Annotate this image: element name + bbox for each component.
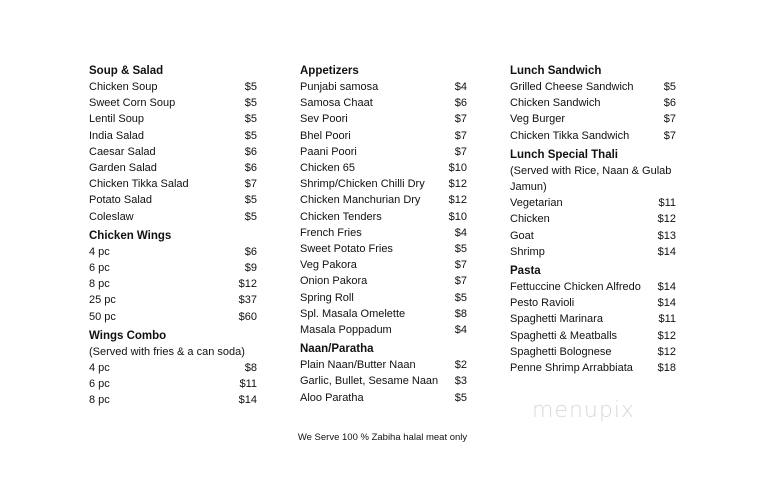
menu-item-price: $6 bbox=[244, 162, 257, 175]
menu-item bbox=[300, 79, 467, 95]
menu-item-price: $5 bbox=[244, 194, 257, 207]
menu-item-name: Veg Pakora bbox=[300, 259, 357, 272]
menu-item-name: Samosa Chaat bbox=[300, 97, 373, 110]
menu-item-price: $5 bbox=[244, 81, 257, 93]
menu-item-price: $4 bbox=[454, 81, 467, 93]
menu-item-price: $12 bbox=[657, 345, 676, 358]
menu-item bbox=[510, 95, 676, 111]
menu-item-name: 6 pc bbox=[89, 378, 110, 391]
menu-item-name: Chicken Tikka Sandwich bbox=[510, 129, 630, 142]
menu-item-name: Chicken Soup bbox=[89, 81, 158, 93]
menu-item-name: Chicken bbox=[510, 213, 550, 226]
menu-item-price: $7 bbox=[454, 113, 467, 126]
menu-item bbox=[300, 390, 467, 406]
menu-item-name: Bhel Poori bbox=[300, 129, 351, 142]
menu-item-price: $6 bbox=[244, 245, 257, 258]
menu-item bbox=[300, 176, 467, 192]
menu-item-price: $8 bbox=[244, 362, 257, 375]
menu-item bbox=[300, 322, 467, 338]
menu-item bbox=[89, 128, 257, 144]
menu-column-1 bbox=[89, 60, 257, 409]
menu-item bbox=[510, 279, 676, 295]
menu-item bbox=[89, 209, 257, 225]
menu-item-name: Pesto Ravioli bbox=[510, 297, 575, 310]
menu-item-name: Caesar Salad bbox=[89, 145, 156, 158]
menu-item bbox=[510, 128, 676, 144]
menu-item bbox=[510, 195, 676, 211]
menu-item-name: Chicken Tikka Salad bbox=[89, 178, 189, 191]
menu-item-price: $7 bbox=[454, 259, 467, 272]
menu-item-price: $5 bbox=[454, 391, 467, 404]
menu-item-name: Chicken Tenders bbox=[300, 210, 382, 223]
menu-item-name: Punjabi samosa bbox=[300, 81, 379, 93]
menu-item-price: $37 bbox=[238, 294, 257, 307]
menu-item bbox=[300, 225, 467, 241]
menu-item-name: 4 pc bbox=[89, 245, 110, 258]
menu-item-name: 6 pc bbox=[89, 262, 110, 275]
menu-item-price: $12 bbox=[657, 329, 676, 342]
menu-item-name: French Fries bbox=[300, 226, 362, 239]
menu-item-price: $14 bbox=[657, 297, 676, 310]
menu-item-name: Chicken Manchurian Dry bbox=[300, 194, 421, 207]
section-heading: Wings Combo bbox=[89, 329, 167, 342]
menu-item-price: $7 bbox=[454, 275, 467, 288]
menu-item-price: $11 bbox=[658, 313, 676, 326]
section-heading: Lunch Sandwich bbox=[510, 65, 602, 77]
menu-item-price: $11 bbox=[658, 197, 676, 210]
menu-item bbox=[89, 309, 257, 325]
menu-item-price: $12 bbox=[448, 178, 467, 191]
menu-item-name: Goat bbox=[510, 229, 534, 242]
menu-item-price: $7 bbox=[244, 178, 257, 191]
menu-item bbox=[300, 111, 467, 127]
menu-item bbox=[510, 344, 676, 360]
menu-item bbox=[300, 192, 467, 208]
menu-item-name: India Salad bbox=[89, 129, 145, 142]
menu-item-price: $5 bbox=[244, 113, 257, 126]
menu-item bbox=[89, 392, 257, 408]
menu-item-name: Penne Shrimp Arrabbiata bbox=[510, 362, 633, 375]
menu-item bbox=[510, 311, 676, 327]
section-heading: Lunch Special Thali bbox=[510, 148, 618, 161]
menu-item-price: $2 bbox=[454, 359, 467, 372]
menu-item-price: $8 bbox=[454, 307, 467, 320]
menu-item bbox=[300, 160, 467, 176]
menu-item bbox=[89, 292, 257, 308]
menu-item bbox=[89, 192, 257, 208]
menu-item-price: $4 bbox=[454, 226, 467, 239]
menu-item-name: Paani Poori bbox=[300, 145, 357, 158]
menu-item bbox=[510, 111, 676, 127]
menu-item-price: $7 bbox=[663, 113, 676, 126]
menu-item-name: 8 pc bbox=[89, 278, 110, 291]
menu-item-name: Fettuccine Chicken Alfredo bbox=[510, 281, 641, 294]
halal-note: We Serve 100 % Zabiha halal meat only bbox=[297, 432, 468, 443]
menu-item-name: Chicken Sandwich bbox=[510, 97, 601, 110]
section-heading: Naan/Paratha bbox=[300, 343, 374, 356]
menu-item-price: $5 bbox=[244, 129, 257, 142]
menu-item-price: $5 bbox=[244, 97, 257, 110]
menu-item-price: $14 bbox=[657, 245, 676, 258]
menu-item bbox=[300, 209, 467, 225]
menu-item-price: $7 bbox=[663, 129, 676, 142]
section-note: (Served with Rice, Naan & Gulab Jamun) bbox=[510, 164, 672, 194]
menu-item-price: $6 bbox=[454, 97, 467, 110]
menu-item-name: Masala Poppadum bbox=[300, 324, 392, 337]
menu-item-name: Potato Salad bbox=[89, 194, 152, 207]
menu-item bbox=[300, 373, 467, 389]
menu-item-name: Grilled Cheese Sandwich bbox=[510, 81, 634, 93]
menu-item-name: Garlic, Bullet, Sesame Naan bbox=[300, 375, 439, 388]
menu-item bbox=[300, 290, 467, 306]
section-heading: Soup & Salad bbox=[89, 65, 164, 77]
menupix-watermark: menupix bbox=[532, 398, 635, 423]
menu-item-name: Sev Poori bbox=[300, 113, 348, 126]
menu-item bbox=[300, 357, 467, 373]
menu-item-price: $5 bbox=[454, 243, 467, 256]
menu-item bbox=[510, 360, 676, 376]
menu-item-price: $10 bbox=[448, 210, 467, 223]
menu-item-name: Lentil Soup bbox=[89, 113, 145, 126]
menu-item-name: Spl. Masala Omelette bbox=[300, 307, 406, 320]
menu-item bbox=[300, 144, 467, 160]
menu-item bbox=[510, 228, 676, 244]
menu-item bbox=[510, 328, 676, 344]
menu-item bbox=[300, 95, 467, 111]
section-heading: Appetizers bbox=[300, 65, 359, 77]
menu-item-price: $12 bbox=[238, 278, 257, 291]
menu-item bbox=[89, 111, 257, 127]
menu-item-name: Onion Pakora bbox=[300, 275, 368, 288]
menu-item bbox=[300, 241, 467, 257]
menu-item-name: Veg Burger bbox=[510, 113, 566, 126]
menu-item-name: Spaghetti Bolognese bbox=[510, 345, 612, 358]
menu-column-3 bbox=[510, 60, 676, 376]
menu-item-price: $6 bbox=[663, 97, 676, 110]
menu-item-price: $12 bbox=[448, 194, 467, 207]
menu-item-price: $60 bbox=[238, 310, 257, 323]
menu-item-price: $4 bbox=[454, 324, 467, 337]
menu-item-name: Garden Salad bbox=[89, 162, 157, 175]
menu-item-price: $5 bbox=[663, 81, 676, 93]
menu-item-name: Vegetarian bbox=[510, 197, 563, 210]
menu-item-name: Spring Roll bbox=[300, 291, 354, 304]
menu-item-price: $18 bbox=[657, 362, 676, 375]
menu-item-price: $5 bbox=[454, 291, 467, 304]
menu-item-name: Shrimp/Chicken Chilli Dry bbox=[300, 178, 425, 191]
section-note: (Served with fries & a can soda) bbox=[89, 345, 245, 358]
menu-item bbox=[89, 360, 257, 376]
menu-item-name: 25 pc bbox=[89, 294, 116, 307]
menu-item bbox=[300, 273, 467, 289]
menu-item-name: Aloo Paratha bbox=[300, 391, 364, 404]
menu-item-name: Spaghetti & Meatballs bbox=[510, 329, 618, 342]
menu-item bbox=[510, 244, 676, 260]
menu-item bbox=[89, 176, 257, 192]
menu-item-name: 50 pc bbox=[89, 310, 116, 323]
menu-item-price: $6 bbox=[244, 145, 257, 158]
menu-item-price: $7 bbox=[454, 129, 467, 142]
menu-item-name: Shrimp bbox=[510, 245, 545, 258]
menu-item-price: $12 bbox=[657, 213, 676, 226]
menu-item bbox=[89, 276, 257, 292]
menu-item bbox=[89, 95, 257, 111]
menu-item-name: Chicken 65 bbox=[300, 162, 356, 175]
menu-item bbox=[89, 260, 257, 276]
menu-item-price: $10 bbox=[448, 162, 467, 175]
menu-item bbox=[89, 244, 257, 260]
menu-item bbox=[300, 306, 467, 322]
menu-item bbox=[89, 79, 257, 95]
menu-item-price: $9 bbox=[244, 262, 257, 275]
menu-item-price: $14 bbox=[238, 394, 257, 407]
menu-item-price: $7 bbox=[454, 145, 467, 158]
menu-item bbox=[89, 160, 257, 176]
menu-item bbox=[510, 79, 676, 95]
menu-item bbox=[89, 376, 257, 392]
menu-item-price: $3 bbox=[454, 375, 467, 388]
section-heading: Chicken Wings bbox=[89, 229, 172, 242]
menu-item bbox=[510, 211, 676, 227]
menu-item-name: Spaghetti Marinara bbox=[510, 313, 603, 326]
menu-item-price: $13 bbox=[657, 229, 676, 242]
menu-item-name: 8 pc bbox=[89, 394, 110, 407]
menu-item bbox=[89, 144, 257, 160]
menu-item-price: $14 bbox=[657, 281, 676, 294]
menu-item-price: $11 bbox=[239, 378, 257, 391]
menu-column-2 bbox=[300, 60, 467, 406]
menu-item-name: Coleslaw bbox=[89, 210, 134, 223]
menu-item-name: Sweet Corn Soup bbox=[89, 97, 176, 110]
menu-item-name: Sweet Potato Fries bbox=[300, 243, 393, 256]
menu-item bbox=[510, 295, 676, 311]
menu-item-name: 4 pc bbox=[89, 362, 110, 375]
section-heading: Pasta bbox=[510, 265, 541, 278]
menu-item-price: $5 bbox=[244, 210, 257, 223]
menu-item bbox=[300, 128, 467, 144]
menu-item-name: Plain Naan/Butter Naan bbox=[300, 359, 416, 372]
menu-item bbox=[300, 257, 467, 273]
